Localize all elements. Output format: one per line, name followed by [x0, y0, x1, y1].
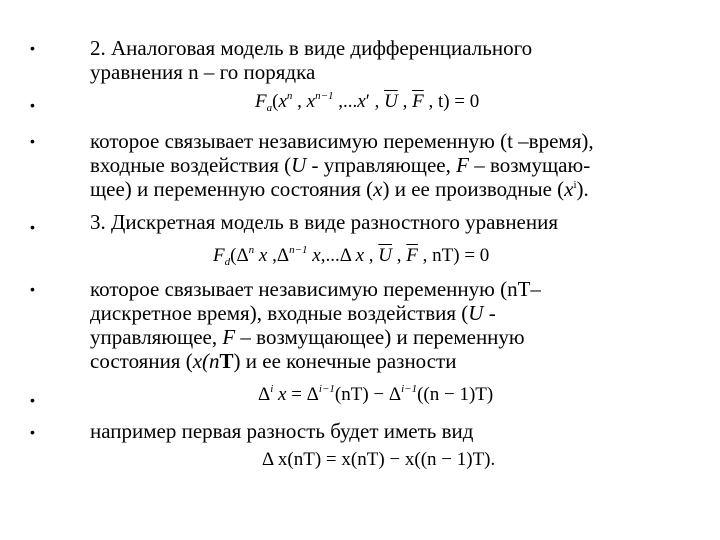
bullet: •	[30, 281, 35, 297]
discrete-model-description: которое связывает независимую переменную (nT– дискретное время), входные воздействия (U - управляющее, F – возмущающее) и переменную состояния (x(nT) и ее конечные разности	[90, 277, 541, 373]
bullet: •	[30, 97, 35, 113]
first-difference-formula: Δ x(nT) = x(nT) − x((n − 1)T).	[262, 449, 496, 470]
bullet: •	[30, 133, 35, 149]
first-difference-intro: например первая разность будет иметь вид	[90, 419, 474, 443]
finite-difference-formula: $\Delta^i$ $x = \Delta^{i-1}(nT) - \Delta^{i-1}((n - 1)T)$	[258, 383, 494, 405]
analog-model-formula: $F_a(x^n$ , $x^{n-1}$ ,...x′ , $\overline{U}$ , $\overline{F}$ , t) = 0	[255, 90, 480, 114]
bullet: •	[30, 219, 35, 235]
discrete-model-heading: 3. Дискретная модель в виде разностного уравнения	[90, 210, 559, 234]
analog-model-heading: 2. Аналоговая модель в виде дифференциального уравнения n – го порядка	[90, 36, 533, 84]
bullet: •	[30, 424, 35, 440]
analog-model-description: которое связывает независимую переменную (t –время), входные воздействия (U - управляющее, F – возмущаю- щее) и переменную состояния (x) и ее производные $(x^i)$.	[90, 129, 594, 201]
bullet: •	[30, 392, 35, 408]
discrete-model-formula: $F_d(\Delta^n$ x $,\Delta^{n-1}$ x,...Δ x , $\overline{U}$ , $\overline{F}$ , nT) = 0	[213, 244, 490, 268]
bullet: •	[30, 40, 35, 56]
